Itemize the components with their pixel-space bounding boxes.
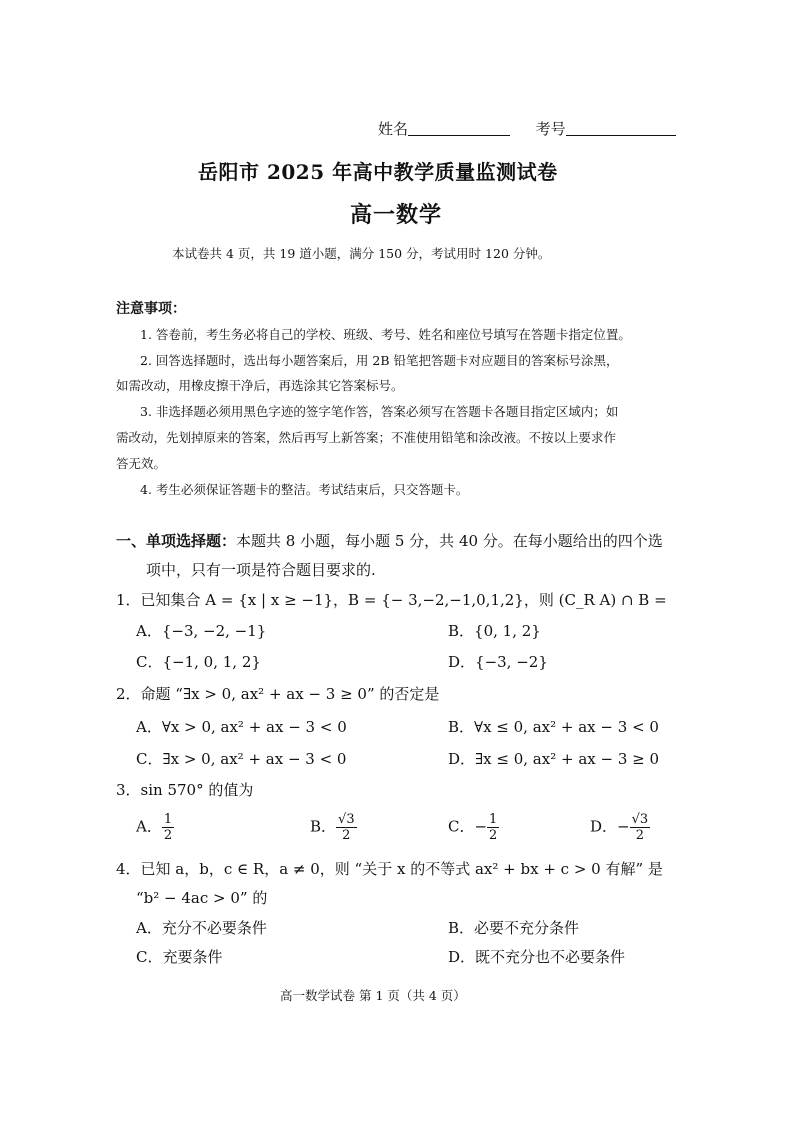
denominator: 2 — [163, 828, 173, 843]
question-4-stem-line2: “b² − 4ac > 0” 的 — [136, 889, 268, 907]
note-item: 2. 回答选择题时，选出每小题答案后，用 2B 铅笔把答题卡对应题目的答案标号涂黑， — [140, 353, 619, 368]
q1-option-c[interactable]: C．{−1, 0, 1, 2} — [136, 653, 261, 671]
denominator: 2 — [489, 828, 498, 843]
q2-option-c[interactable]: C．∃x > 0, ax² + ax − 3 < 0 — [136, 750, 347, 768]
note-item: 3. 非选择题必须用黑色字迹的签字笔作答，答案必须写在答题卡各题目指定区域内；如 — [140, 404, 619, 419]
section-title: 一、单项选择题： — [116, 532, 237, 550]
notes-heading: 注意事项： — [116, 301, 186, 317]
option-label: D．− — [590, 817, 630, 836]
question-1-stem: 1．已知集合 A = {x | x ≥ −1}，B = {− 3,−2,−1,0,1,2}，则 (C_R A) ∩ B = — [116, 591, 667, 609]
page-subtitle: 高一数学 — [350, 202, 443, 228]
exam-intro: 本试卷共 4 页，共 19 道小题，满分 150 分，考试用时 120 分钟。 — [172, 246, 551, 261]
fraction — [630, 812, 651, 843]
section-desc: 本题共 8 小题，每小题 5 分，共 40 分。在每小题给出的四个选 — [236, 532, 663, 550]
q1-option-d[interactable]: D．{−3, −2} — [448, 653, 548, 671]
number-blank[interactable] — [566, 121, 676, 136]
page-footer: 高一数学试卷 第 1 页（共 4 页） — [280, 988, 466, 1003]
fraction — [487, 812, 499, 843]
name-label: 姓名 — [378, 120, 409, 138]
section-heading — [116, 530, 663, 551]
denominator: 2 — [635, 828, 645, 843]
note-item: 如需改动，用橡皮擦干净后，再选涂其它答案标号。 — [116, 378, 404, 393]
q3-option-c[interactable] — [448, 812, 499, 843]
page-title: 岳阳市 2025 年高中教学质量监测试卷 — [198, 160, 558, 184]
numerator: 1 — [489, 812, 498, 827]
name-blank[interactable] — [408, 121, 510, 136]
fraction — [336, 812, 357, 843]
option-label: C．− — [448, 817, 488, 836]
question-2-stem: 2．命题 “∃x > 0, ax² + ax − 3 ≥ 0” 的否定是 — [116, 685, 440, 703]
numerator: √3 — [631, 812, 649, 827]
q2-option-b[interactable]: B．∀x ≤ 0, ax² + ax − 3 < 0 — [448, 718, 659, 736]
question-4-stem-line1: 4．已知 a，b，c ∈ R，a ≠ 0，则 “关于 x 的不等式 ax² + bx + c > 0 有解” 是 — [116, 860, 663, 878]
note-item: 答无效。 — [116, 456, 167, 471]
q3-option-b[interactable] — [310, 812, 357, 843]
note-item: 1. 答卷前，考生务必将自己的学校、班级、考号、姓名和座位号填写在答题卡指定位置。 — [140, 327, 631, 342]
q2-option-a[interactable]: A．∀x > 0, ax² + ax − 3 < 0 — [136, 718, 347, 736]
numerator: √3 — [338, 812, 355, 827]
q4-option-c[interactable]: C．充要条件 — [136, 948, 223, 966]
note-item: 4. 考生必须保证答题卡的整洁。考试结束后，只交答题卡。 — [140, 482, 469, 497]
denominator: 2 — [342, 828, 351, 843]
q4-option-d[interactable]: D．既不充分也不必要条件 — [448, 948, 626, 966]
q2-option-d[interactable]: D．∃x ≤ 0, ax² + ax − 3 ≥ 0 — [448, 750, 660, 768]
option-label: B． — [310, 817, 337, 836]
q1-option-a[interactable]: A．{−3, −2, −1} — [136, 622, 267, 640]
option-label: A． — [136, 817, 162, 836]
number-label: 考号 — [535, 120, 566, 138]
fraction — [162, 812, 174, 843]
q4-option-b[interactable]: B．必要不充分条件 — [448, 919, 580, 937]
q3-option-d[interactable] — [590, 812, 650, 843]
note-item: 需改动，先划掉原来的答案，然后再写上新答案；不准使用铅笔和涂改液。不按以上要求作 — [116, 430, 617, 445]
numerator: 1 — [163, 812, 173, 827]
student-info-line — [378, 118, 676, 139]
q1-option-b[interactable]: B．{0, 1, 2} — [448, 622, 541, 640]
q4-option-a[interactable]: A．充分不必要条件 — [136, 919, 267, 937]
q3-option-a[interactable] — [136, 812, 174, 843]
question-3-stem: 3．sin 570° 的值为 — [116, 781, 254, 799]
section-desc-2: 项中，只有一项是符合题目要求的. — [146, 561, 376, 579]
